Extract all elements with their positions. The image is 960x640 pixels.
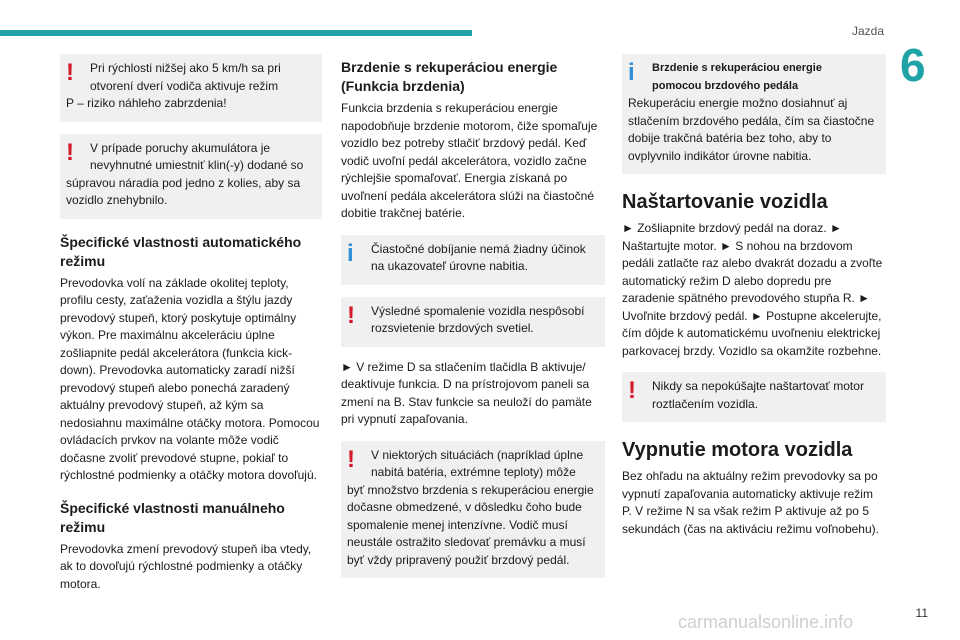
paragraph-start: ► Zošliapnite brzdový pedál na doraz. ► Naštartujte motor. ► S nohou na brzdovom pedáli zatlačte raz alebo dvakrát dozadu a zvoľte automatický režim D alebo dopredu pre zaradenie spätného prevodového stupňa R. ► Uvoľnite brzdový pedál. ► Postupne akcelerujte, čím dôjde k automatickému uvoľneniu elektrickej parkovacej brzdy. Vozidlo sa okamžite rozbehne.	[622, 221, 883, 358]
heading-regen-braking: Brzdenie s rekuperáciou energie (Funkcia brzdenia)	[341, 59, 558, 94]
warning-box: ! V niektorých situáciách (napríklad úplne nabitá batéria, extrémne teploty) môže byť množstvo brzdenia s rekuperáciou energie dočasne obmedzené, v dôsledku čoho bude spomalenie menej intenzívne. Vodič musí neustále ostražito sledovať premávku a musí byť vždy pripravený použiť brzdový pedál.	[341, 441, 605, 579]
paragraph-regen: Funkcia brzdenia s rekuperáciou energie napodobňuje brzdenie motorom, čiže spomaľuje vozidlo bez potreby stlačiť brzdový pedál. Keď vodič uvoľní pedál akcelerátora, vozidlo začne rýchlejšie spomaľovať. Energia získaná po uvoľnení pedála akcelerátora slúži na čiastočné dobitie trakčnej batérie.	[341, 101, 598, 220]
exclamation-icon: !	[66, 138, 74, 166]
section-title: Jazda	[851, 24, 884, 38]
info-box: i Čiastočné dobíjanie nemá žiadny účinok na ukazovateľ úrovne nabitia.	[341, 235, 605, 285]
heading-manual-mode: Špecifické vlastnosti manuálneho režimu	[60, 499, 285, 535]
warning-box: ! Výsledné spomalenie vozidla nespôsobí rozsvietenie brzdových svetiel.	[341, 297, 605, 347]
info-icon: i	[628, 59, 635, 86]
page-number: 11	[915, 606, 928, 620]
watermark: carmanualsonline.info	[678, 612, 854, 632]
column-3	[622, 54, 886, 538]
info-box: i Brzdenie s rekuperáciou energie pomocou brzdového pedála Rekuperáciu energie možno dosiahnuť aj stlačením brzdového pedála, čím sa čiastočne dobije trakčná batéria bez toho, aby to ovplyvnilo indikátor úrovne nabitia.	[622, 54, 886, 174]
heading-stop-engine: Vypnutie motora vozidla	[622, 439, 853, 461]
header-accent-bar	[0, 30, 472, 36]
chapter-number: 6	[900, 39, 926, 91]
column-2	[341, 54, 605, 590]
info-icon: i	[347, 239, 354, 267]
paragraph-stop: Bez ohľadu na aktuálny režim prevodovky sa po vypnutí zapaľovania automaticky aktivuje režim P. V režime N sa však režim P aktivuje až po 5 sekundách (čas na aktiváciu režimu voľnobehu).	[622, 469, 879, 536]
warning-box: ! V prípade poruchy akumulátora je nevyhnutné umiestniť klin(-y) dodané so súpravou náradia pod jedno z kolies, aby sa vozidlo znehybnilo.	[60, 134, 322, 219]
exclamation-icon: !	[347, 301, 355, 329]
warning-box: ! Nikdy sa nepokúšajte naštartovať motor roztlačením vozidla.	[622, 372, 886, 422]
exclamation-icon: !	[628, 377, 636, 404]
heading-start-vehicle: Naštartovanie vozidla	[622, 191, 828, 213]
paragraph-auto-mode: Prevodovka volí na základe okolitej teploty, profilu cesty, zaťaženia vozidla a štýlu jazdy prevodový stupeň, ktorý poskytuje optimálny výkon. Pre maximálnu akceleráciu úplne zošliapnite pedál akcelerátora (funkcia kick-down). Prevodovka automaticky zaradí nižší prevodový stupeň alebo ponechá zaradený aktuálny prevodový stupeň, až kým sa nedosiahnu maximálne otáčky motora. Pomocou ovládacích prvkov na volante môže vodič dočasne zvoliť prevodové stupne, pokiaľ to rýchlostné podmienky a otáčky motora dovoľujú.	[60, 275, 320, 482]
paragraph-manual-mode: Prevodovka zmení prevodový stupeň iba vtedy, ak to dovoľujú rýchlostné podmienky a otáčky motora.	[60, 541, 312, 591]
exclamation-icon: !	[347, 445, 355, 473]
heading-auto-mode: Špecifické vlastnosti automatického režimu	[60, 233, 302, 269]
warning-box: ! Pri rýchlosti nižšej ako 5 km/h sa pri otvorení dverí vodiča aktivuje režim P – riziko náhleho zabrzdenia!	[60, 54, 322, 122]
paragraph-d-mode: ► V režime D sa stlačením tlačidla B aktivuje/ deaktivuje funkcia. D na prístrojovom paneli sa zmení na B. Stav funkcie sa neuloží do pamäte pri vypnutí zapaľovania.	[341, 359, 592, 426]
exclamation-icon: !	[66, 59, 74, 86]
column-1	[60, 54, 322, 593]
